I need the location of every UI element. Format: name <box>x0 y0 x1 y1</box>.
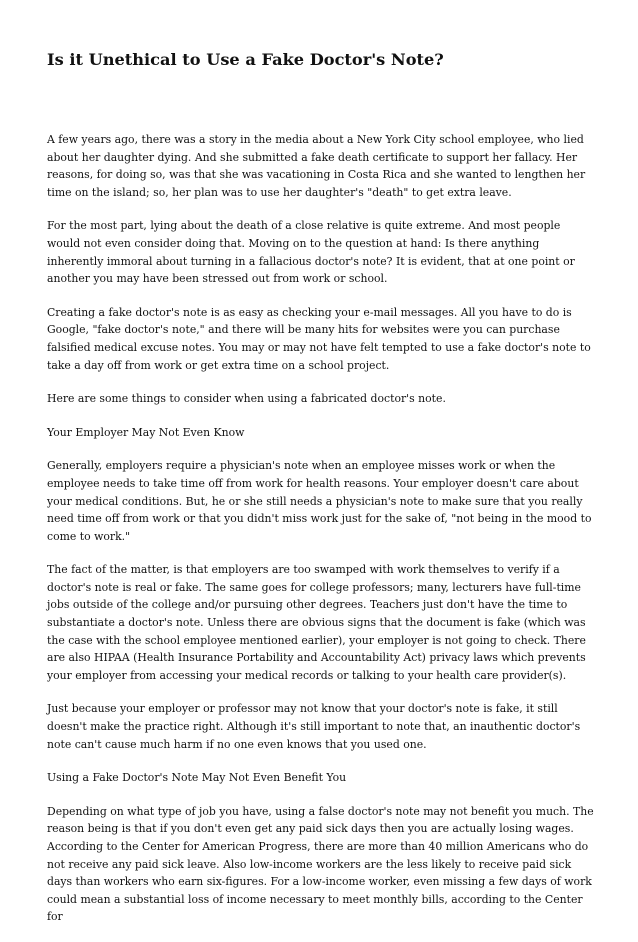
paragraph-employer-requirements: Generally, employers require a physician's note when an employee misses work or when the employee needs to take time off from work for health reasons. Your employer doesn't care about your medical conditions. But, he or she still needs a physician's note to make sure that you really need time off from work or that you didn't miss work just for the sake of, "not being in the mood to come to work." <box>47 459 592 543</box>
paragraph-paid-leave: Depending on what type of job you have, using a false doctor's note may not benefit you much. The reason being is that if you don't even get any paid sick days then you are actually losing wages. According to the Center for American Progress, there are more than 40 million Americans who do not receive any paid sick leave. Also low-income workers are the less likely to receive paid sick days than workers who earn six-figures. For a low-income worker, even missing a few days of work could mean a substantial loss of income necessary to meet monthly bills, according to the Center for <box>47 804 594 924</box>
section-heading-employer: Your Employer May Not Even Know <box>47 425 245 439</box>
paragraph-creating-note: Creating a fake doctor's note is as easy as checking your e-mail messages. All you have to do is Google, "fake doctor's note," and there will be many hits for websites were you can purchase falsified medical excuse notes. You may or may not have felt tempted to use a fake doctor's note to take a day off from work or get extra time on a school project. <box>47 305 591 372</box>
paragraph-verification: The fact of the matter, is that employers are too swamped with work themselves to verify if a doctor's note is real or fake. The same goes for college professors; many, lecturers have full-time jobs outside of the college and/or pursuing other degrees. Teachers just don't have the time to substantiate a doctor's note. Unless there are obvious signs that the document is fake (which was the case with the school employee mentioned earlier), your employer is not going to check. There are also HIPAA (Health Insurance Portability and Accountability Act) privacy laws which prevents your employer from accessing your medical records or talking to your health care provider(s). <box>47 563 586 682</box>
paragraph-not-right: Just because your employer or professor may not know that your doctor's note is fake, it still doesn't make the practice right. Although it's still important to note that, an inauthentic doctor's note can't cause much harm if no one even knows that you used one. <box>47 702 581 751</box>
section-heading-benefit: Using a Fake Doctor's Note May Not Even Benefit You <box>47 771 347 785</box>
paragraph-extreme-lie: For the most part, lying about the death of a close relative is quite extreme. And most people would not even consider doing that. Moving on to the question at hand: Is there anything inherently immoral about turning in a fallacious doctor's note? It is evident, that at one point or another you may have been stressed out from work or school. <box>47 219 575 286</box>
paragraph-intro: A few years ago, there was a story in the media about a New York City school employee, who lied about her daughter dying. And she submitted a fake death certificate to support her fallacy. Her reasons, for doing so, was that she was vacationing in Costa Rica and she wanted to lengthen her time on the island; so, her plan was to use her daughter's "death" to get extra leave. <box>47 133 586 199</box>
page-title: Is it Unethical to Use a Fake Doctor's Note? <box>47 50 444 69</box>
paragraph-considerations: Here are some things to consider when using a fabricated doctor's note. <box>47 392 446 406</box>
article-body <box>47 131 594 942</box>
